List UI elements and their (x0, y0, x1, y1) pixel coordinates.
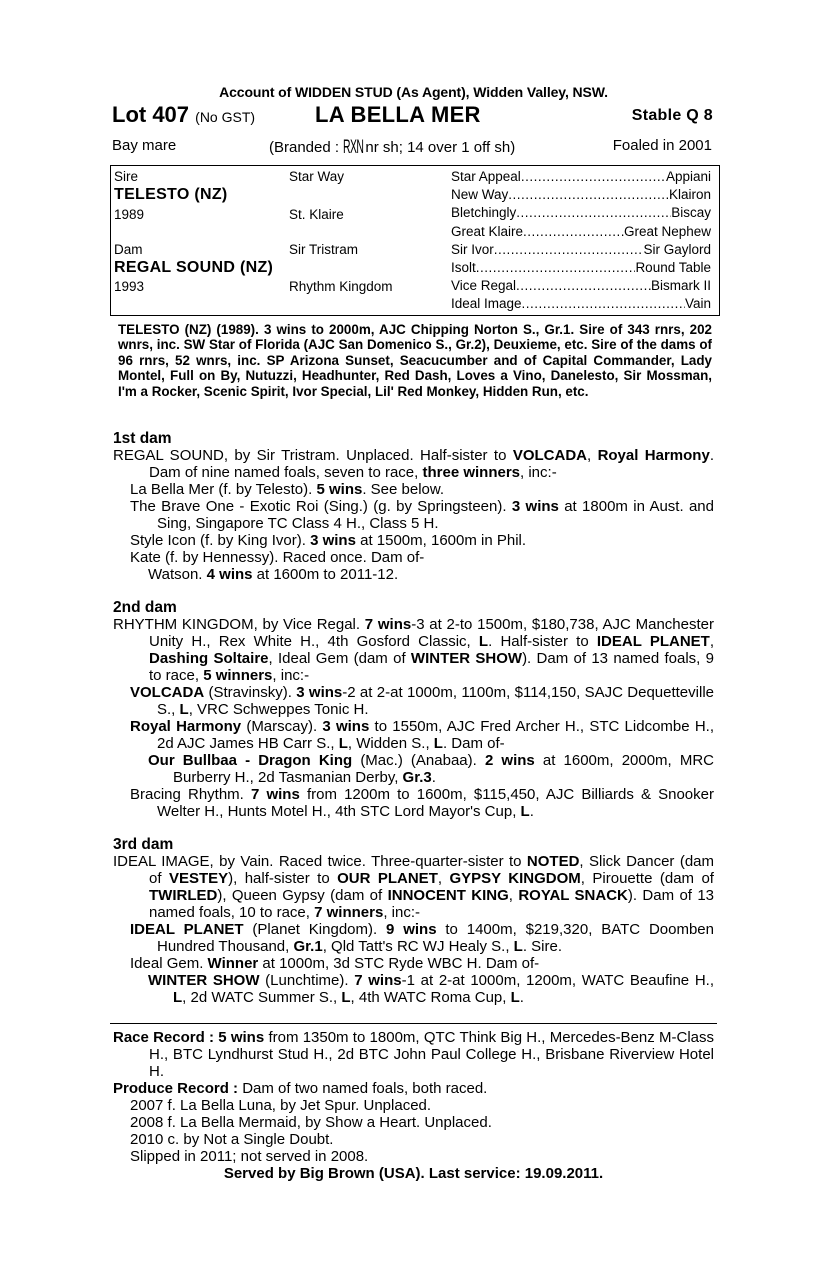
pedigree-entry (113, 1131, 714, 1148)
bold-text: WINTER SHOW (410, 650, 523, 667)
grandparent: Rhythm Kingdom (289, 279, 393, 294)
text: at 1500m, 1600m in Phil. (355, 532, 527, 549)
bold-text: 3 wins (296, 684, 343, 701)
text: Watson. (148, 566, 207, 583)
dam-name: REGAL SOUND (NZ) (114, 259, 274, 276)
pedigree-entry (113, 498, 714, 532)
text: ), half-sister to (228, 870, 338, 887)
bold-text: Gr.3 (402, 769, 432, 786)
text: , (587, 447, 598, 464)
pedigree-entry (113, 786, 714, 820)
text: at 1600m, 2000m, MRC Burberry H., 2d Tasmanian Derby, (173, 752, 715, 786)
text: (Mac.) (Anabaa). (352, 752, 485, 769)
great-grandparent-sire: Round Table (635, 260, 711, 275)
text: . Half-sister to (488, 633, 597, 650)
pedigree-entry (113, 549, 714, 566)
great-grandparent-sire: Biscay (671, 205, 711, 221)
great-grandparent-sire: Bismark II (650, 278, 711, 294)
text: . (519, 989, 524, 1006)
text: Dam of two named foals, both raced. (242, 1080, 488, 1097)
bold-text: L (510, 989, 520, 1006)
bold-text: 5 wins (316, 481, 363, 498)
dam-heading: 1st dam (113, 430, 172, 447)
bold-text: 5 wins (218, 1029, 265, 1046)
dam-label: Dam (114, 242, 143, 257)
text: -3 at 2-to 1500m, $180,738, AJC Manchester Unity H., Rex White H., 4th Gosford Classic, (149, 616, 714, 650)
text: , Qld Tatt's RC WJ Healy S., (322, 938, 514, 955)
leader-dots (494, 242, 644, 257)
text: . (529, 803, 534, 820)
bold-text: Royal Harmony (130, 718, 242, 735)
bold-text: OUR PLANET (337, 870, 438, 887)
bold-text: NOTED (526, 853, 580, 870)
bold-text: Royal Harmony (597, 447, 710, 464)
pedigree-table (110, 165, 720, 316)
text: -1 at 2-at 1000m, 1200m, WATC Beaufine H., (401, 972, 714, 989)
pedigree-entry (113, 481, 714, 498)
bold-text: Produce Record : (113, 1080, 243, 1097)
pedigree-entry (113, 972, 714, 1006)
great-grandparent-dam: Sir Ivor (451, 241, 494, 257)
text: . Dam of- (442, 735, 505, 752)
bold-text: ROYAL SNACK (518, 887, 628, 904)
text: 2010 c. by Not a Single Doubt. (130, 1131, 334, 1148)
pedigree-entry (113, 1080, 714, 1097)
great-grandparent-row (451, 278, 711, 293)
lot-number (112, 102, 255, 128)
foaled-year: Foaled in 2001 (612, 137, 712, 154)
bold-text: L (341, 989, 351, 1006)
horse-info-row (112, 137, 712, 157)
text: RHYTHM KINGDOM, by Vice Regal. (113, 616, 365, 633)
bold-text: IDEAL PLANET (130, 921, 244, 938)
great-grandparent-dam: Ideal Image (451, 296, 522, 312)
horse-name: LA BELLA MER (315, 102, 481, 127)
text: ), Queen Gypsy (dam of (217, 887, 388, 904)
great-grandparent-dam: Star Appeal (451, 169, 521, 184)
bold-text: VESTEY (168, 870, 229, 887)
bold-text: WINTER SHOW (148, 972, 260, 989)
dam-heading: 3rd dam (113, 836, 174, 853)
text: (Stravinsky). (204, 684, 297, 701)
leader-dots (516, 205, 671, 220)
branded-suffix: nr sh; 14 over 1 off sh) (361, 139, 516, 156)
great-grandparent-dam: New Way (451, 187, 509, 203)
bold-text: 3 wins (511, 498, 559, 515)
text: La Bella Mer (f. by Telesto). (130, 481, 317, 498)
pedigree-entry (113, 1148, 714, 1165)
text: (Marscay). (241, 718, 323, 735)
text: , (508, 887, 519, 904)
text: at 1000m, 3d STC Ryde WBC H. Dam of- (258, 955, 540, 972)
vendor-account: Account of WIDDEN STUD (As Agent), Widden Valley, NSW. (219, 84, 608, 100)
text: at 1600m to 2011-12. (252, 566, 399, 583)
bold-text: 4 wins (206, 566, 253, 583)
bold-text: 5 winners (203, 667, 273, 684)
bold-text: L (478, 633, 489, 650)
text: to 1550m, AJC Fred Archer H., STC Lidcombe H., 2d AJC James HB Carr S., (157, 718, 714, 752)
pedigree-entry (113, 1114, 714, 1131)
great-grandparent-sire: Sir Gaylord (643, 241, 711, 257)
grandparent: Sir Tristram (289, 242, 358, 257)
great-grandparent-row (451, 224, 711, 239)
bold-text: 7 winners (314, 904, 384, 921)
text: , inc:- (383, 904, 420, 921)
text: , Widden S., (347, 735, 434, 752)
great-grandparent-row (451, 242, 711, 257)
dam-section (113, 836, 714, 1006)
bold-text: IDEAL PLANET (596, 633, 710, 650)
text: Ideal Gem. (130, 955, 208, 972)
bold-text: 9 wins (386, 921, 437, 938)
bold-text: 7 wins (250, 786, 300, 803)
text: Bracing Rhythm. (130, 786, 251, 803)
great-grandparent-row (451, 296, 711, 311)
bold-text: TWIRLED (149, 887, 218, 904)
bold-text: Winner (207, 955, 259, 972)
gst-note: (No GST) (195, 109, 256, 125)
horse-description: Bay mare (112, 137, 177, 154)
bold-text: Dashing Soltaire (149, 650, 269, 667)
text: to 1400m, $219,320, BATC Doomben Hundred Thousand, (157, 921, 714, 955)
bold-text: Race Record : (113, 1029, 219, 1046)
text: , VRC Schweppes Tonic H. (188, 701, 369, 718)
leader-dots (476, 260, 636, 275)
bold-text: 2 wins (484, 752, 535, 769)
bold-text: L (173, 989, 183, 1006)
pedigree-entry (113, 955, 714, 972)
text: . Dam of nine named foals, seven to race, (149, 447, 714, 481)
text: -2 at 2-at 1000m, 1100m, $114,150, SAJC Dequetteville S., (157, 684, 714, 718)
brand-mark: RXN (343, 137, 364, 158)
lot-label: Lot 407 (112, 102, 190, 127)
text: , Ideal Gem (dam of (268, 650, 411, 667)
divider (110, 1023, 717, 1024)
dam-section (113, 430, 714, 583)
great-grandparent-dam: Bletchingly (451, 205, 517, 221)
great-grandparent-dam: Isolt (451, 260, 476, 275)
text: , inc:- (520, 464, 557, 481)
pedigree-entry (113, 447, 714, 481)
sire-label: Sire (114, 169, 139, 184)
text: The Brave One - Exotic Roi (Sing.) (g. by Springsteen). (130, 498, 512, 515)
bold-text: Our Bullbaa - Dragon King (148, 752, 353, 769)
bold-text: Gr.1 (293, 938, 323, 955)
grandparent: St. Klaire (289, 207, 344, 222)
text: from 1200m to 1600m, $115,450, AJC Billiards & Snooker Welter H., Hunts Motel H., 4th STC Lord Mayor's Cup, (157, 786, 714, 820)
bold-text: INNOCENT KING (387, 887, 509, 904)
last-service: Served by Big Brown (USA). Last service: 19.09.2011. (223, 1165, 604, 1182)
bold-text: VOLCADA (512, 447, 587, 464)
great-grandparent-row (451, 187, 711, 202)
bold-text: GYPSY KINGDOM (449, 870, 581, 887)
pedigree-entry (113, 684, 714, 718)
text: REGAL SOUND, by Sir Tristram. Unplaced. Half-sister to (113, 447, 513, 464)
text: , (709, 633, 714, 650)
text: Style Icon (f. by King Ivor). (130, 532, 311, 549)
great-grandparent-sire: Appiani (665, 169, 711, 184)
dam-section (113, 599, 714, 820)
text: 2008 f. La Bella Mermaid, by Show a Heart. Unplaced. (130, 1114, 492, 1131)
text: ). Dam of 13 named foals, 9 to race, (149, 650, 714, 684)
pedigree-entry (113, 752, 714, 786)
leader-dots (516, 278, 651, 293)
pedigree-entry (113, 921, 714, 955)
branded-prefix: (Branded : (269, 139, 344, 156)
text: . See below. (362, 481, 445, 498)
text: , 4th WATC Roma Cup, (350, 989, 511, 1006)
bold-text: 7 wins (364, 616, 412, 633)
pedigree-entry (113, 853, 714, 921)
great-grandparent-dam: Great Klaire (451, 223, 524, 239)
text: (Planet Kingdom). (243, 921, 387, 938)
bold-text: L (338, 735, 348, 752)
pedigree-entry (113, 616, 714, 684)
dam-year: 1993 (114, 279, 145, 294)
bold-text: VOLCADA (130, 684, 205, 701)
pedigree-entry (113, 532, 714, 549)
great-grandparent-sire: Vain (684, 296, 711, 312)
pedigree-entry (113, 1029, 714, 1080)
sire-year: 1989 (114, 207, 145, 222)
bold-text: L (513, 938, 523, 955)
leader-dots (521, 169, 666, 184)
bold-text: L (179, 701, 189, 718)
text: , (437, 870, 450, 887)
great-grandparent-sire: Great Nephew (623, 223, 711, 239)
dam-heading: 2nd dam (113, 599, 177, 616)
bold-text: 3 wins (322, 718, 370, 735)
text: from 1350m to 1800m, QTC Think Big H., Mercedes-Benz M-Class H., BTC Lyndhurst Stud H., 2d BTC John Paul College H., Brisbane Riverview Hotel H. (149, 1029, 714, 1080)
great-grandparent-sire: Klairon (668, 187, 711, 203)
stable-location: Stable Q 8 (631, 107, 713, 124)
bold-text: three winners (422, 464, 521, 481)
text: Kate (f. by Hennessy). Raced once. Dam of- (130, 549, 425, 566)
text: IDEAL IMAGE, by Vain. Raced twice. Three-quarter-sister to (113, 853, 527, 870)
text: . Sire. (522, 938, 563, 955)
leader-dots (522, 296, 685, 311)
brand-info (269, 137, 515, 159)
pedigree-entry (113, 1097, 714, 1114)
text: at 1800m in Aust. and Sing, Singapore TC Class 4 H., Class 5 H. (157, 498, 714, 532)
text: . (431, 769, 436, 786)
records-section (113, 1029, 714, 1182)
leader-dots (508, 187, 669, 202)
leader-dots (523, 224, 624, 239)
bold-text: L (520, 803, 530, 820)
text: (Lunchtime). (259, 972, 355, 989)
great-grandparent-row (451, 260, 711, 275)
sire-name: TELESTO (NZ) (114, 186, 228, 203)
text: , Pirouette (dam of (580, 870, 714, 887)
bold-text: L (433, 735, 443, 752)
pedigree-entry (113, 718, 714, 752)
bold-text: 3 wins (310, 532, 356, 549)
great-grandparent-dam: Vice Regal (451, 278, 517, 294)
great-grandparent-row (451, 205, 711, 220)
text: ). Dam of 13 named foals, 10 to race, (149, 887, 715, 921)
text: , inc:- (272, 667, 310, 684)
text: 2007 f. La Bella Luna, by Jet Spur. Unplaced. (130, 1097, 432, 1114)
sire-summary: TELESTO (NZ) (1989). 3 wins to 2000m, AJC Chipping Norton S., Gr.1. Sire of 343 rnrs, 202 wnrs, inc. SW Star of Florida (AJC San Domenico S., Gr.2), Deuxieme, etc. Sire of the dams of 96 rnrs, 52 wnrs, inc. SP Arizona Sunset, Seacucumber and of Capital Commander, Lady Montel, Full on By, Nutuzzi, Headhunter, Red Dash, Loves a Vino, Danelesto, Sir Mossman, I'm a Rocker, Scenic Spirit, Ivor Special, Lil' Red Monkey, Hidden Run, etc. (118, 322, 712, 399)
bold-text: 7 wins (354, 972, 402, 989)
pedigree-entry (113, 566, 714, 583)
dam-lines (113, 430, 714, 1022)
grandparent: Star Way (289, 169, 345, 184)
great-grandparent-row (451, 169, 711, 184)
text: , Slick Dancer (dam of (149, 853, 714, 887)
text: Slipped in 2011; not served in 2008. (130, 1148, 369, 1165)
text: , 2d WATC Summer S., (182, 989, 342, 1006)
